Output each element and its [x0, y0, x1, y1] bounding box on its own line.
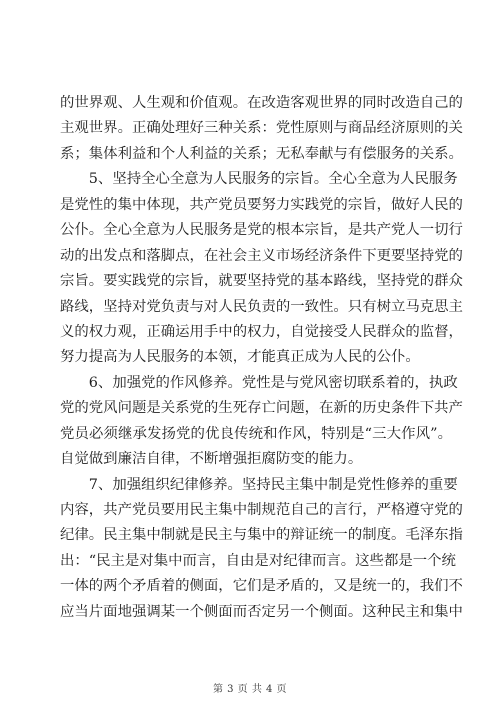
text-line: 应当片面地强调某一个侧面而否定另一个侧面。这种民主和集中: [60, 603, 463, 620]
text-line: 公仆。全心全意为人民服务是党的根本宗旨，是共产党人一切行: [60, 222, 463, 239]
text-line: 纪律。民主集中制就是民主与集中的辩证统一的制度。毛泽东指: [60, 527, 463, 544]
page-footer: 第 3 页 共 4 页: [212, 684, 288, 695]
text-line: 路线，坚持对党负责与对人民负责的一致性。只有树立马克思主: [60, 298, 463, 315]
text-line: 7、加强组织纪律修养。坚持民主集中制是党性修养的重要: [60, 476, 458, 493]
text-line: 一体的两个矛盾着的侧面，它们是矛盾的，又是统一的，我们不: [60, 578, 463, 595]
text-line: 义的权力观，正确运用手中的权力，自觉接受人民群众的监督，: [60, 323, 463, 340]
text-line: 努力提高为人民服务的本领，才能真正成为人民的公仆。: [60, 349, 420, 366]
text-line: 5、坚持全心全意为人民服务的宗旨。全心全意为人民服务: [60, 171, 458, 188]
text-line: 党的党风问题是关系党的生死存亡问题，在新的历史条件下共产: [60, 400, 463, 417]
text-line: 系；集体利益和个人利益的关系；无私奉献与有偿服务的关系。: [60, 145, 463, 162]
text-line: 出：“民主是对集中而言，自由是对纪律而言。这些都是一个统: [60, 552, 456, 569]
text-line: 党员必须继承发扬党的优良传统和作风，特别是“三大作风”。: [60, 425, 452, 442]
text-line: 宗旨。要实践党的宗旨，就要坚持党的基本路线，坚持党的群众: [60, 273, 463, 290]
text-line: 6、加强党的作风修养。党性是与党风密切联系着的，执政: [60, 374, 458, 391]
body-text: [60, 91, 463, 625]
text-line: 动的出发点和落脚点，在社会主义市场经济条件下更要坚持党的: [60, 247, 463, 264]
text-line: 内容，共产党员要用民主集中制规范自己的言行，严格遵守党的: [60, 502, 463, 518]
text-line: 是党性的集中体现，共产党员要努力实践党的宗旨，做好人民的: [60, 196, 463, 213]
text-line: 的世界观、人生观和价值观。在改造客观世界的同时改造自己的: [60, 95, 463, 111]
text-line: 主观世界。正确处理好三种关系：党性原则与商品经济原则的关: [60, 120, 463, 137]
text-line: 自觉做到廉洁自律，不断增强拒腐防变的能力。: [60, 451, 363, 468]
